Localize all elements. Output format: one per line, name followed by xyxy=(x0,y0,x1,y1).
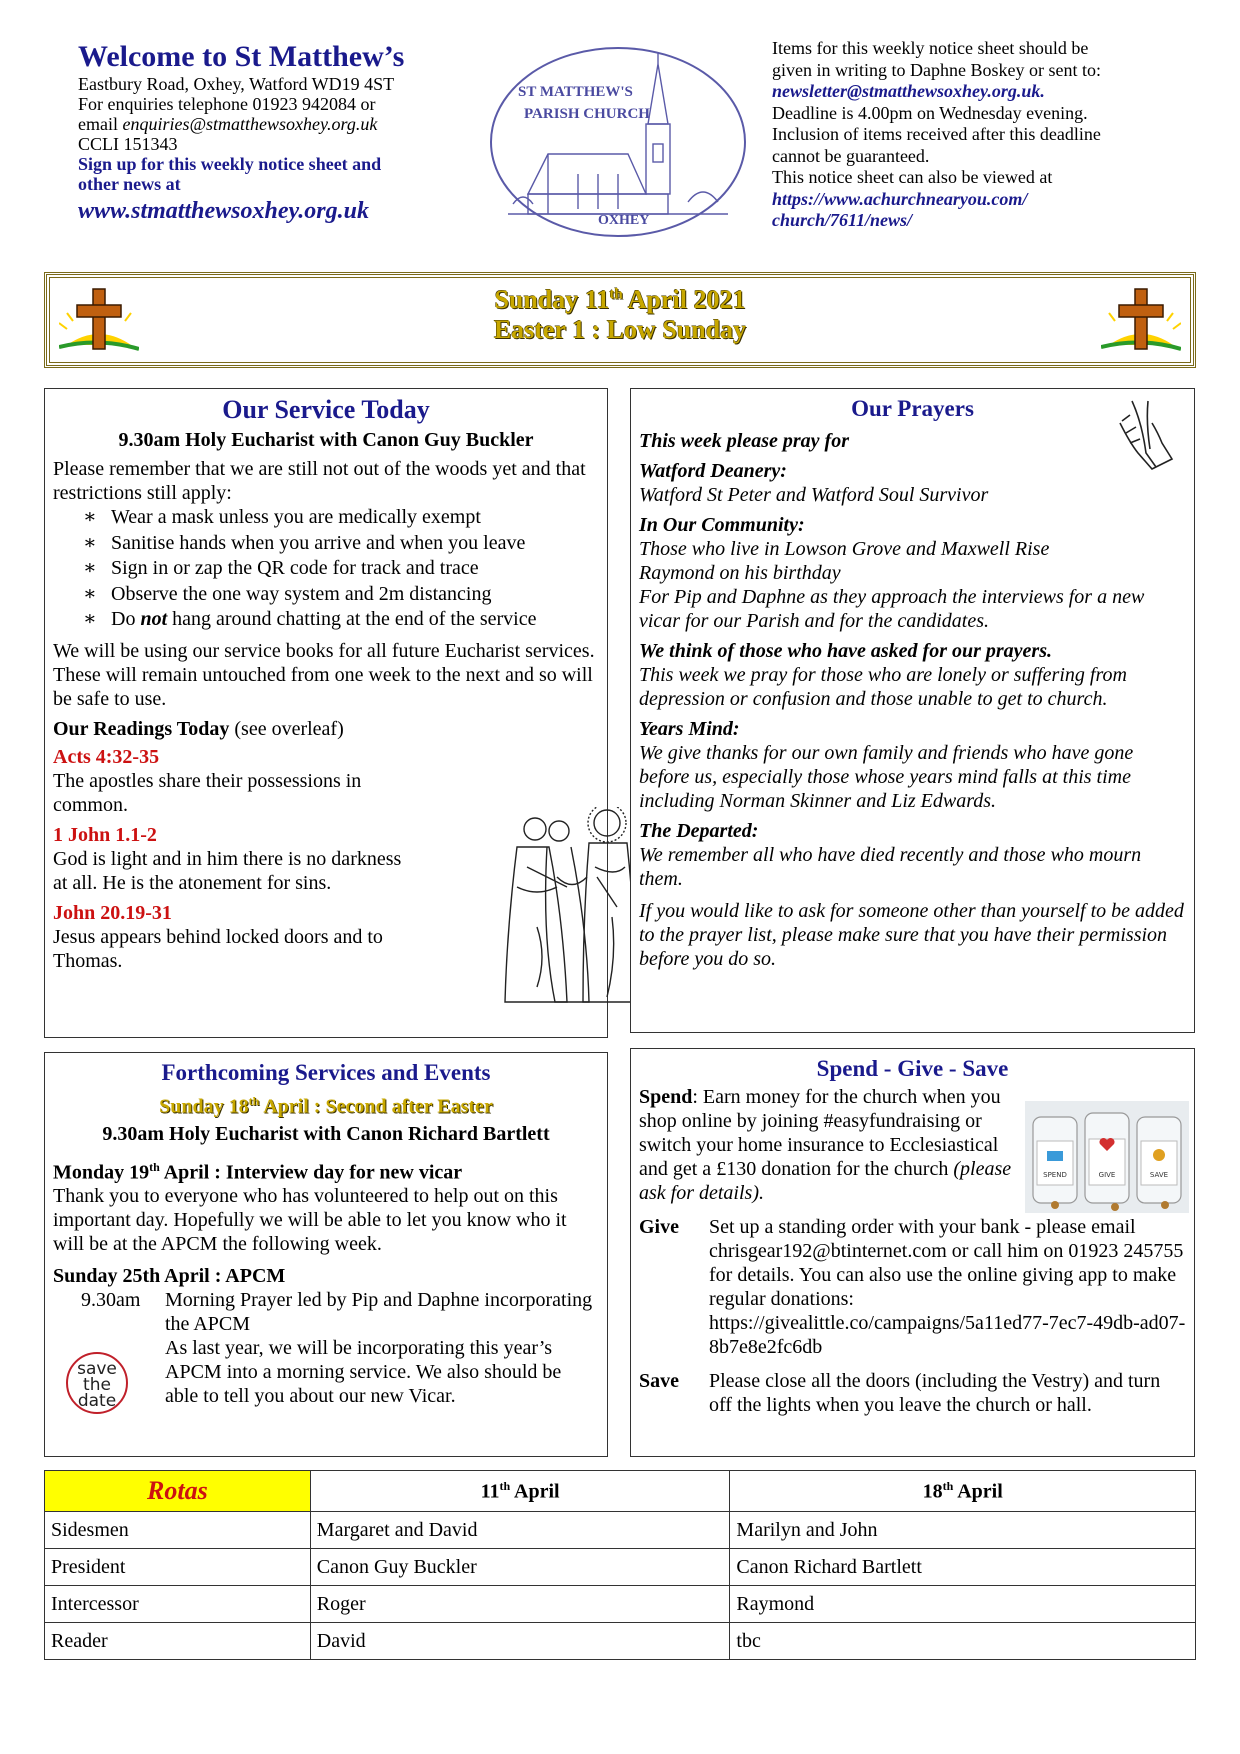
rota-week1: David xyxy=(310,1623,730,1660)
save-the-date-badge xyxy=(59,1350,135,1416)
next-sunday-service: 9.30am Holy Eucharist with Canon Richard Bartlett xyxy=(102,1122,550,1145)
rota-role: Sidesmen xyxy=(45,1512,311,1549)
table-row xyxy=(45,1623,1196,1660)
table-row xyxy=(45,1586,1196,1623)
prayers-title: Our Prayers xyxy=(851,396,974,421)
header-contact xyxy=(78,40,458,226)
rule-item: ∗ Wear a mask unless you are medically exempt xyxy=(83,505,599,531)
service-books-note: We will be using our service books for all future Eucharist services. These will remain untouched from one week to the next and so will be safe to use. xyxy=(53,639,595,710)
monday-heading: Monday 19th April : Interview day for new vicar xyxy=(53,1159,463,1184)
reading-ref: John 20.19-31 xyxy=(53,901,172,924)
reading-summary: Jesus appears behind locked doors and to Thomas. xyxy=(53,925,383,972)
community-item: For Pip and Daphne as they approach the interviews for a new vicar for our Parish and for the candidates. xyxy=(639,586,1145,632)
notice-line1: Items for this weekly notice sheet should be xyxy=(772,38,1089,58)
rule-item: ∗ Sign in or zap the QR code for track and trace xyxy=(83,556,599,582)
service-intro: Please remember that we are still not out of the woods yet and that restrictions still apply: xyxy=(53,458,586,504)
logo-line2: PARISH CHURCH xyxy=(524,106,650,122)
deadline: Deadline is 4.00pm on Wednesday evening. xyxy=(772,102,1088,123)
service-today-panel xyxy=(44,388,608,1038)
readings-list xyxy=(53,745,413,973)
achurchnearyou-link-part2[interactable]: church/7611/news/ xyxy=(772,210,913,230)
newsletter-email-link[interactable]: newsletter@stmatthewsoxhey.org.uk. xyxy=(772,81,1045,101)
logo-line3: OXHEY xyxy=(598,213,650,228)
service-title: Our Service Today xyxy=(222,395,430,424)
apostles-illustration xyxy=(497,807,649,1017)
address: Eastbury Road, Oxhey, Watford WD19 4ST xyxy=(78,74,395,94)
banner-occasion: Easter 1 : Low Sunday xyxy=(493,315,747,344)
rota-week2: tbc xyxy=(730,1623,1196,1660)
rota-week1: Margaret and David xyxy=(310,1512,730,1549)
achurchnearyou-link-part1[interactable]: https://www.achurchnearyou.com/ xyxy=(772,188,1028,209)
rota-role: President xyxy=(45,1549,311,1586)
rules-list xyxy=(83,505,599,633)
monday-text: Thank you to everyone who has volunteered to help out on this important day. Hopefully we will be able to let you know who it will be at the APCM the following week. xyxy=(53,1185,567,1256)
community-heading: In Our Community: xyxy=(639,514,805,536)
spend-label: Spend xyxy=(639,1086,693,1108)
email-prefix: email xyxy=(78,114,123,134)
rota-week2: Canon Richard Bartlett xyxy=(730,1549,1196,1586)
svg-text:save: save xyxy=(77,1359,117,1379)
church-logo xyxy=(488,44,748,240)
years-mind-text: We give thanks for our own family and friends who have gone before us, especially those whose years mind falls at this time including Norman Skinner and Liz Edwards. xyxy=(639,742,1134,812)
apcm-text2: As last year, we will be incorporating this year’s APCM into a morning service. We also should be able to tell you about our new Vicar. xyxy=(165,1337,562,1408)
deanery-heading: Watford Deanery: xyxy=(639,460,787,482)
spend-give-save-panel xyxy=(630,1048,1195,1457)
date-banner xyxy=(44,272,1196,368)
spend-text: : Earn money for the church when you shop online by joining #easyfundraising or switch your home insurance to Ecclesiastical and get a £130 donation for the church xyxy=(639,1086,1001,1180)
rota-week2: Raymond xyxy=(730,1586,1196,1623)
save-row xyxy=(639,1369,1186,1417)
prayers-intro: This week please pray for xyxy=(639,430,849,452)
website-link[interactable]: www.stmatthewsoxhey.org.uk xyxy=(78,198,369,224)
table-row xyxy=(45,1512,1196,1549)
ccli: CCLI 151343 xyxy=(78,134,178,154)
page-title: Welcome to St Matthew’s xyxy=(78,40,405,73)
svg-text:date: date xyxy=(77,1391,117,1411)
rota-title: Rotas xyxy=(45,1471,311,1512)
notice-info xyxy=(772,38,1172,232)
inclusion-line2: cannot be guaranteed. xyxy=(772,145,930,166)
departed-heading: The Departed: xyxy=(639,820,759,842)
rota-week1: Roger xyxy=(310,1586,730,1623)
rule-item: ∗ Do not hang around chatting at the end of the service xyxy=(83,607,599,633)
rota-week2: Marilyn and John xyxy=(730,1512,1196,1549)
signup-line1: Sign up for this weekly notice sheet and xyxy=(78,154,382,174)
asked-heading: We think of those who have asked for our prayers. xyxy=(639,640,1052,662)
years-mind-heading: Years Mind: xyxy=(639,718,740,740)
spend-text-block xyxy=(639,1085,1019,1205)
save-label: Save xyxy=(639,1370,679,1392)
deanery-text: Watford St Peter and Watford Soul Survivor xyxy=(639,484,989,506)
rota-col-week1: 11th April xyxy=(310,1471,730,1512)
svg-text:GIVE: GIVE xyxy=(1098,1171,1116,1179)
apcm-details xyxy=(165,1288,599,1408)
svg-text:SPEND: SPEND xyxy=(1043,1171,1067,1179)
apcm-time: 9.30am xyxy=(81,1289,141,1312)
view-line: This notice sheet can also be viewed at xyxy=(772,167,1053,187)
apcm-text1: Morning Prayer led by Pip and Daphne incorporating the APCM xyxy=(165,1289,593,1336)
readings-heading: Our Readings Today (see overleaf) xyxy=(53,717,344,740)
rule-item: ∗ Sanitise hands when you arrive and when you leave xyxy=(83,531,599,557)
community-item: Raymond on his birthday xyxy=(639,562,841,584)
events-title: Forthcoming Services and Events xyxy=(161,1060,491,1085)
jars-image xyxy=(1025,1101,1189,1213)
rota-week1: Canon Guy Buckler xyxy=(310,1549,730,1586)
praying-hands-icon xyxy=(1112,393,1182,473)
reading-summary: The apostles share their possessions in common. xyxy=(53,769,362,816)
signup-line2: other news at xyxy=(78,174,181,194)
email-line xyxy=(78,114,458,134)
prayers-panel xyxy=(630,388,1195,1033)
rule-item: ∗ Observe the one way system and 2m distancing xyxy=(83,582,599,608)
asked-text: This week we pray for those who are lonely or suffering from depression or confusion and those unable to get to church. xyxy=(639,664,1127,710)
reading-ref: Acts 4:32-35 xyxy=(53,745,160,768)
forthcoming-events-panel xyxy=(44,1052,608,1457)
give-row xyxy=(639,1215,1186,1359)
svg-text:the: the xyxy=(83,1375,111,1395)
cross-sunrise-icon-right xyxy=(1101,285,1181,357)
save-text: Please close all the doors (including the Vestry) and turn off the lights when you leave the church or hall. xyxy=(709,1370,1161,1416)
apcm-heading: Sunday 25th April : APCM xyxy=(53,1265,286,1288)
phone-line: For enquiries telephone 01923 942084 or xyxy=(78,94,376,114)
logo-line1: ST MATTHEW'S xyxy=(518,84,633,100)
rota-col-week2: 18th April xyxy=(730,1471,1196,1512)
service-subtitle: 9.30am Holy Eucharist with Canon Guy Buckler xyxy=(118,429,534,451)
email-link[interactable]: enquiries@stmatthewsoxhey.org.uk xyxy=(122,114,378,134)
give-text: Set up a standing order with your bank - please email chrisgear192@btinternet.com or call him on 01923 245755 for details. You can also use the online giving app to make regular donations: https://givealittle.co/campaigns/5a11ed77-7ec7-49db-ad07-8b7e8e2fc6db xyxy=(709,1216,1186,1358)
community-item: Those who live in Lowson Grove and Maxwell Rise xyxy=(639,538,1050,560)
rota-role: Intercessor xyxy=(45,1586,311,1623)
reading-summary: God is light and in him there is no darkness at all. He is the atonement for sins. xyxy=(53,847,402,894)
svg-text:SAVE: SAVE xyxy=(1149,1171,1169,1179)
reading-ref: 1 John 1.1-2 xyxy=(53,823,157,846)
give-label: Give xyxy=(639,1216,679,1238)
inclusion-line1: Inclusion of items received after this deadline xyxy=(772,124,1101,144)
table-row xyxy=(45,1549,1196,1586)
notice-line2: given in writing to Daphne Boskey or sent to: xyxy=(772,59,1101,80)
next-sunday-heading: Sunday 18th April : Second after Easter xyxy=(159,1094,493,1118)
rota-table xyxy=(44,1470,1196,1660)
sgs-title: Spend - Give - Save xyxy=(816,1056,1009,1081)
departed-text: We remember all who have died recently and those who mourn them. xyxy=(639,844,1142,890)
spend-note: (please ask for details). xyxy=(639,1158,1012,1204)
church-logo-graphic xyxy=(488,44,748,240)
rota-role: Reader xyxy=(45,1623,311,1660)
rota-header-row xyxy=(45,1471,1196,1512)
prayer-list-footer: If you would like to ask for someone other than yourself to be added to the prayer list, please make sure that you have their permission before you do so. xyxy=(639,900,1184,970)
banner-date: Sunday 11th April 2021 xyxy=(494,285,746,314)
